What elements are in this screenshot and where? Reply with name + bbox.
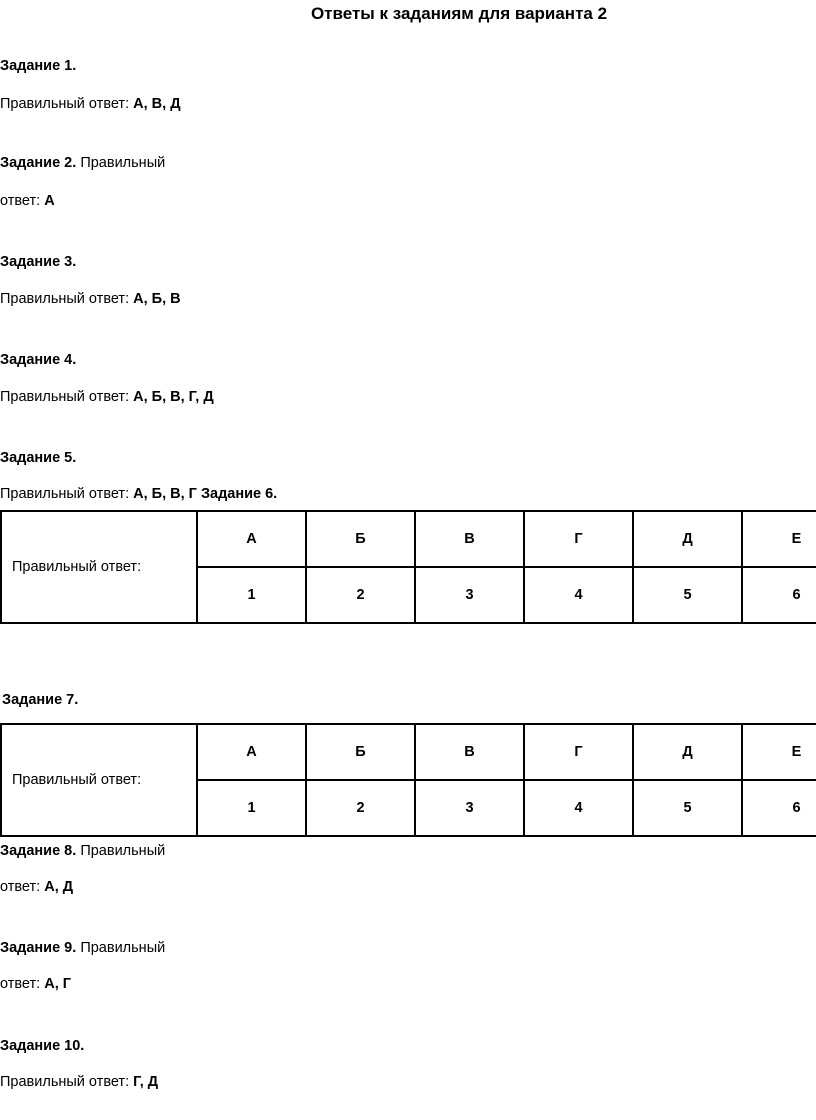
answer-value: А, В, Д — [133, 96, 181, 112]
task-heading-text: Задание 10. — [0, 1038, 85, 1054]
task-2-answer — [0, 193, 55, 209]
task-heading-text: Задание 7. — [2, 692, 79, 708]
task-10-heading — [0, 1038, 84, 1054]
answer-label: Правильный ответ: — [0, 389, 130, 405]
letter-cell: Г — [524, 511, 633, 567]
task-4-heading — [0, 352, 76, 368]
number-cell: 2 — [306, 780, 415, 836]
task-7-table — [0, 723, 816, 837]
task-8-answer — [0, 879, 73, 895]
answer-value: Г, Д — [133, 1074, 159, 1090]
task-heading-text: Задание 4. — [0, 352, 77, 368]
letter-cell: Е — [742, 511, 816, 567]
task-1-answer — [0, 96, 181, 112]
table-label: Правильный ответ: — [1, 724, 197, 836]
number-cell: 3 — [415, 780, 524, 836]
task-7-heading — [2, 692, 78, 708]
letter-cell: Б — [306, 724, 415, 780]
answer-label: Правильный ответ: — [0, 96, 130, 112]
table-row — [1, 511, 816, 567]
answer-value: А, Г — [44, 976, 71, 992]
table-label: Правильный ответ: — [1, 511, 197, 623]
heading-suffix: Правильный — [80, 843, 166, 859]
number-cell: 4 — [524, 567, 633, 623]
task-3-heading — [0, 254, 76, 270]
letter-cell: А — [197, 724, 306, 780]
letter-cell: Д — [633, 724, 742, 780]
page-title: Ответы к заданиям для варианта 2 — [310, 4, 608, 23]
answer-value: А, Б, В — [133, 291, 181, 307]
task-8-heading — [0, 843, 165, 859]
letter-cell: В — [415, 511, 524, 567]
task-heading-text: Задание 5. — [0, 450, 77, 466]
letter-cell: Д — [633, 511, 742, 567]
task-heading-text: Задание 9. — [0, 940, 77, 956]
number-cell: 2 — [306, 567, 415, 623]
task-1-heading — [0, 58, 76, 74]
task-5-answer — [0, 486, 277, 502]
answer-value: А, Б, В, Г — [133, 486, 197, 502]
number-cell: 6 — [742, 567, 816, 623]
heading-suffix: Правильный — [80, 940, 166, 956]
number-cell: 4 — [524, 780, 633, 836]
answer-label: Правильный ответ: — [0, 486, 130, 502]
number-cell: 1 — [197, 780, 306, 836]
task-9-heading — [0, 940, 165, 956]
letter-cell: Б — [306, 511, 415, 567]
answer-label: ответ: — [0, 976, 41, 992]
answer-label: ответ: — [0, 193, 41, 209]
task-5-heading — [0, 450, 76, 466]
number-cell: 5 — [633, 780, 742, 836]
answer-label: Правильный ответ: — [0, 291, 130, 307]
number-cell: 1 — [197, 567, 306, 623]
task-heading-text: Задание 8. — [0, 843, 77, 859]
task-2-heading — [0, 155, 165, 171]
number-cell: 3 — [415, 567, 524, 623]
number-cell: 6 — [742, 780, 816, 836]
letter-cell: Г — [524, 724, 633, 780]
task-4-answer — [0, 389, 214, 405]
task-heading-text: Задание 3. — [0, 254, 77, 270]
heading-suffix: Правильный — [80, 155, 166, 171]
task-10-answer — [0, 1074, 158, 1090]
task-3-answer — [0, 291, 181, 307]
answer-label: Правильный ответ: — [0, 1074, 130, 1090]
task-6-table — [0, 510, 816, 624]
letter-cell: Е — [742, 724, 816, 780]
number-cell: 5 — [633, 567, 742, 623]
answer-label: ответ: — [0, 879, 41, 895]
task-heading-text: Задание 2. — [0, 155, 77, 171]
letter-cell: В — [415, 724, 524, 780]
letter-cell: А — [197, 511, 306, 567]
answer-value: А — [44, 193, 55, 209]
task-9-answer — [0, 976, 71, 992]
answer-value: А, Д — [44, 879, 74, 895]
table-row — [1, 724, 816, 780]
task-6-heading: Задание 6. — [200, 486, 278, 502]
answer-value: А, Б, В, Г, Д — [133, 389, 214, 405]
task-heading-text: Задание 1. — [0, 58, 77, 74]
